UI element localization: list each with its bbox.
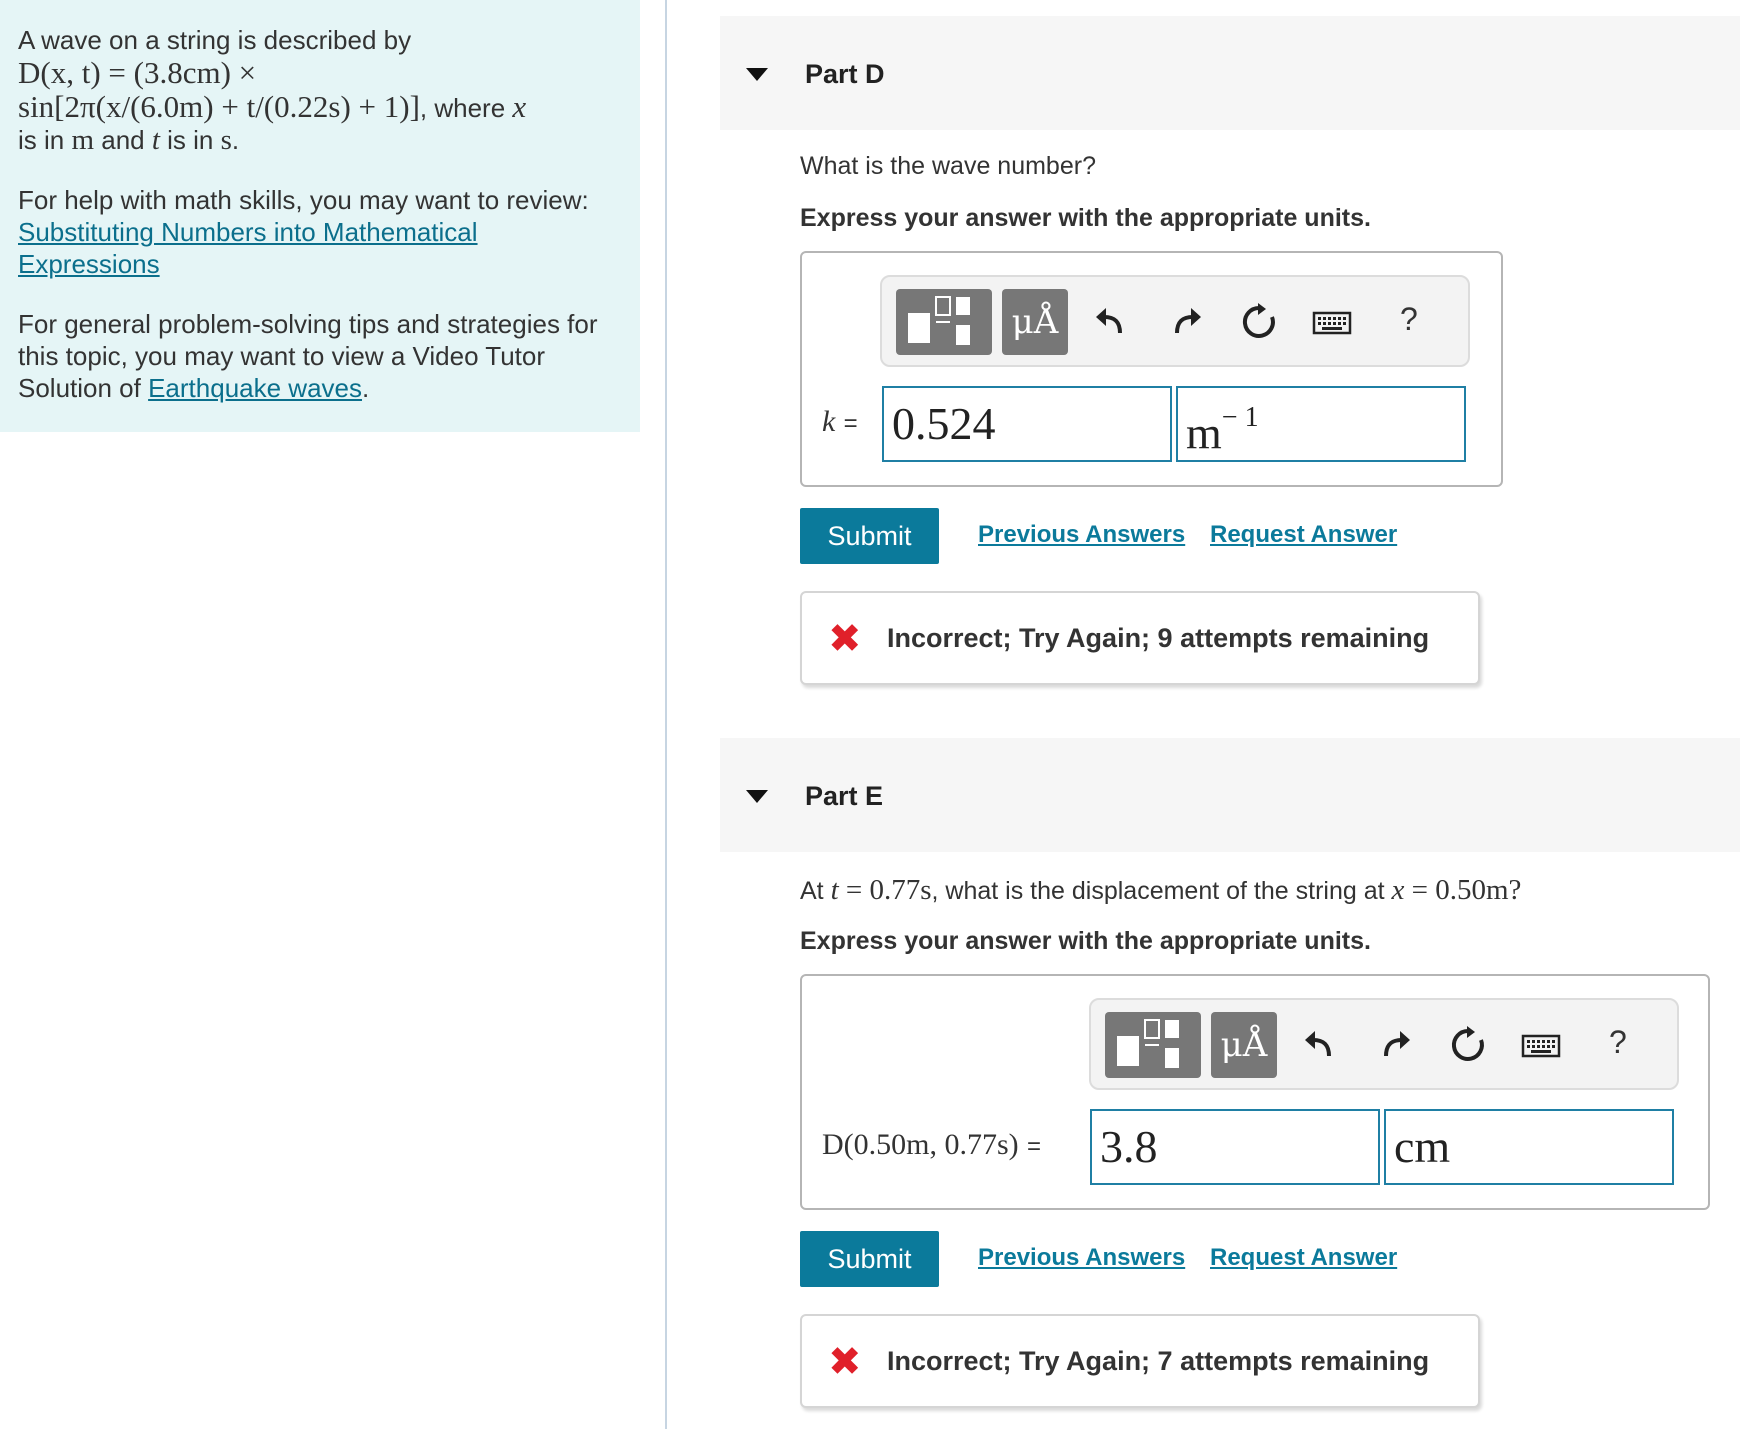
- q-text: , what is the displacement of the string at: [931, 877, 1392, 905]
- part-e-request-answer-link[interactable]: Request Answer: [1210, 1244, 1398, 1271]
- undo-icon[interactable]: [1092, 303, 1130, 341]
- panel-divider: [665, 0, 667, 1429]
- q-var-t: t: [830, 874, 839, 906]
- where-text: , where: [419, 93, 513, 123]
- collapse-triangle-icon[interactable]: [746, 790, 768, 803]
- part-e-submit-button[interactable]: Submit: [800, 1231, 939, 1287]
- part-e-title: Part E: [805, 781, 884, 811]
- redo-icon[interactable]: [1167, 303, 1205, 341]
- equals-sign: =: [843, 410, 858, 437]
- reset-icon[interactable]: [1449, 1026, 1487, 1064]
- unit-m: m: [71, 124, 95, 156]
- units-input[interactable]: [1176, 386, 1466, 462]
- problem-statement-panel: [0, 0, 640, 432]
- video-tutor-link[interactable]: Earthquake waves: [148, 373, 362, 403]
- reset-icon[interactable]: [1240, 303, 1278, 341]
- feedback-message: Incorrect; Try Again; 7 attempts remaining: [887, 1346, 1430, 1376]
- value-input[interactable]: 0.524: [882, 386, 1172, 462]
- feedback-message: Incorrect; Try Again; 9 attempts remaining: [887, 623, 1430, 653]
- incorrect-x-icon: ✖: [828, 617, 862, 661]
- incorrect-x-icon: ✖: [828, 1340, 862, 1384]
- problem-intro: A wave on a string is described by: [18, 25, 412, 55]
- undo-icon[interactable]: [1301, 1026, 1339, 1064]
- k-label-row: [822, 405, 858, 439]
- var-t: t: [151, 124, 160, 156]
- part-d-request-answer-link[interactable]: Request Answer: [1210, 521, 1398, 548]
- d-variable-label: D(0.50m, 0.77s): [822, 1128, 1019, 1161]
- unit-exponent: − 1: [1221, 402, 1259, 433]
- q-t-value: = 0.77s: [838, 874, 932, 906]
- tips-end: .: [362, 373, 370, 403]
- tips-paragraph: [18, 308, 622, 404]
- units-description: [18, 124, 622, 156]
- math-toolbar: [1089, 998, 1679, 1090]
- equals-sign: =: [1027, 1133, 1042, 1160]
- wave-equation-line1: D(x, t) = (3.8cm) ×: [18, 55, 257, 90]
- help-button[interactable]: ?: [1400, 301, 1418, 337]
- q-x-value: = 0.50m: [1404, 874, 1509, 906]
- units-text: is in: [18, 125, 72, 155]
- redo-icon[interactable]: [1376, 1026, 1414, 1064]
- k-variable-label: k: [822, 405, 836, 438]
- collapse-triangle-icon[interactable]: [746, 68, 768, 81]
- part-d-submit-button[interactable]: Submit: [800, 508, 939, 564]
- value-input[interactable]: 3.8: [1090, 1109, 1380, 1185]
- fraction-template-icon: [896, 289, 992, 355]
- tips-text: For general problem-solving tips and strategies for this topic, you may want to view a Video Tutor Solution of: [18, 309, 598, 403]
- part-d-answer-box: [800, 251, 1503, 487]
- part-d-previous-answers-link[interactable]: Previous Answers: [978, 521, 1186, 548]
- templates-button[interactable]: [1105, 1012, 1201, 1078]
- math-skills-link[interactable]: Substituting Numbers into Mathematical Expressions: [18, 217, 478, 279]
- math-toolbar: [880, 275, 1470, 367]
- wave-equation-line2: sin[2π(x/(6.0m) + t/(0.22s) + 1)]: [18, 89, 420, 124]
- q-text: At: [800, 877, 831, 905]
- unit-s: s: [220, 124, 232, 156]
- part-e-express-instructions: Express your answer with the appropriate units.: [800, 927, 1371, 955]
- part-d-feedback: [800, 591, 1480, 685]
- units-text: is in: [159, 125, 221, 155]
- part-e-feedback: [800, 1314, 1480, 1408]
- part-e-previous-answers-link[interactable]: Previous Answers: [978, 1244, 1186, 1271]
- units-text: .: [231, 125, 240, 155]
- where-var: x: [512, 89, 527, 124]
- keyboard-icon[interactable]: [1312, 303, 1352, 341]
- units-symbols-button[interactable]: μÅ: [1211, 1012, 1277, 1078]
- q-var-x: x: [1391, 874, 1405, 906]
- unit-text: m: [1186, 407, 1222, 459]
- part-d-question: What is the wave number?: [800, 152, 1096, 180]
- d-label-row: [822, 1128, 1041, 1162]
- keyboard-icon[interactable]: [1521, 1026, 1561, 1064]
- fraction-template-icon: [1105, 1012, 1201, 1078]
- q-end: ?: [1508, 874, 1522, 906]
- help-text: For help with math skills, you may want to review:: [18, 185, 589, 215]
- unit-text: cm: [1394, 1121, 1451, 1172]
- part-e-question: [800, 874, 1521, 907]
- part-d-header[interactable]: [720, 16, 1740, 130]
- units-symbols-button[interactable]: μÅ: [1002, 289, 1068, 355]
- units-text: and: [94, 125, 152, 155]
- wave-equation-line2-row: [18, 90, 622, 124]
- part-d-title: Part D: [805, 59, 885, 89]
- units-input[interactable]: [1384, 1109, 1674, 1185]
- help-button[interactable]: ?: [1609, 1024, 1627, 1060]
- part-e-answer-box: [800, 974, 1710, 1210]
- templates-button[interactable]: [896, 289, 992, 355]
- part-d-express-instructions: Express your answer with the appropriate units.: [800, 204, 1371, 232]
- part-e-header[interactable]: [720, 738, 1740, 852]
